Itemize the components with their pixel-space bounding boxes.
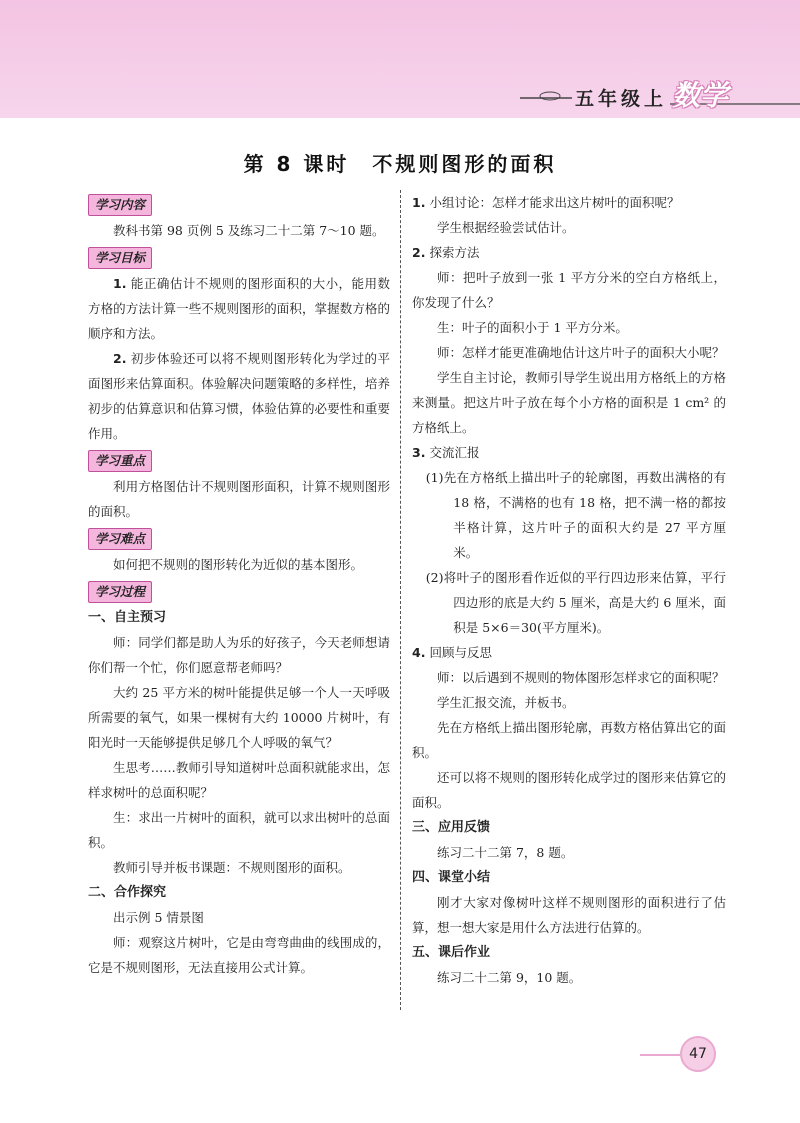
tag-key-point: 学习重点: [88, 450, 152, 472]
goal-1-number: 1.: [113, 276, 127, 291]
page-number-decoration: [640, 1054, 680, 1056]
step-4: [412, 640, 726, 665]
section-2-heading: 二、合作探究: [88, 885, 167, 900]
column-divider: [400, 190, 401, 1010]
paragraph: 还可以将不规则的图形转化成学过的图形来估算它的面积。: [412, 770, 726, 810]
step-3-text: 交流汇报: [429, 445, 480, 460]
paragraph: 师：把叶子放到一张 1 平方分米的空白方格纸上，你发现了什么？: [412, 270, 726, 310]
paragraph: 生思考……教师引导知道树叶总面积就能求出，怎样求树叶的总面积呢？: [88, 760, 390, 800]
paragraph: 刚才大家对像树叶这样不规则图形的面积进行了估算，想一想大家是用什么方法进行估算的。: [412, 895, 726, 935]
section-1-heading: 一、自主预习: [88, 610, 167, 625]
paragraph: 师：怎样才能更准确地估计这片叶子的面积大小呢？: [437, 345, 725, 360]
step-2-number: 2.: [412, 245, 426, 260]
step-3: [412, 440, 726, 465]
paragraph: 生：叶子的面积小于 1 平方分米。: [437, 320, 628, 335]
step-1: [412, 190, 726, 215]
paragraph: 先在方格纸上描出图形轮廓，再数方格估算出它的面积。: [412, 720, 726, 760]
key-text: 利用方格图估计不规则图形面积，计算不规则图形的面积。: [88, 479, 390, 519]
paragraph: 练习二十二第 9，10 题。: [437, 970, 582, 985]
step-4-number: 4.: [412, 645, 426, 660]
step-2: [412, 240, 726, 265]
sub-item-2: (2)将叶子的图形看作近似的平行四边形来估算，平行四边形的底是大约 5 厘米，高是大约 6 厘米，面积是 5×6＝30(平方厘米)。: [425, 570, 726, 635]
paragraph: 师：以后遇到不规则的物体图形怎样求它的面积呢？: [437, 670, 725, 685]
goal-2: [88, 346, 390, 446]
tag-learning-goals: 学习目标: [88, 247, 152, 269]
section-3-heading: 三、应用反馈: [412, 820, 491, 835]
tag-difficult-point: 学习难点: [88, 528, 152, 550]
paragraph: 师：同学们都是助人为乐的好孩子，今天老师想请你们帮一个忙，你们愿意帮老师吗？: [88, 635, 390, 675]
section-4-heading: 四、课堂小结: [412, 870, 491, 885]
left-column: [88, 190, 390, 980]
paragraph: 大约 25 平方米的树叶能提供足够一个人一天呼吸所需要的氧气，如果一棵树有大约 10000 片树叶，有阳光时一天能够提供足够几个人呼吸的氧气？: [88, 685, 390, 750]
goal-2-number: 2.: [113, 351, 127, 366]
paragraph: 练习二十二第 7，8 题。: [437, 845, 574, 860]
paragraph: 学生根据经验尝试估计。: [437, 220, 575, 235]
step-3-number: 3.: [412, 445, 426, 460]
goal-2-text: 初步体验还可以将不规则图形转化为学过的平面图形来估算面积。体验解决问题策略的多样性，培养初步的估算意识和估算习惯，体验估算的必要性和重要作用。: [88, 351, 390, 441]
page-number: 47: [680, 1036, 716, 1072]
goal-1-text: 能正确估计不规则的图形面积的大小，能用数方格的方法计算一些不规则图形的面积，掌握数方格的顺序和方法。: [88, 276, 390, 341]
right-column: [412, 190, 726, 990]
paragraph: 教师引导并板书课题：不规则图形的面积。: [113, 860, 351, 875]
tag-learning-process: 学习过程: [88, 581, 152, 603]
step-1-number: 1.: [412, 195, 426, 210]
paragraph: 生：求出一片树叶的面积，就可以求出树叶的总面积。: [88, 810, 390, 850]
grade-label: 五年级上: [575, 88, 668, 110]
sub-item-1: (1)先在方格纸上描出叶子的轮廓图，再数出满格的有 18 格，不满格的也有 18 格，把不满一格的都按半格计算，这片叶子的面积大约是 27 平方厘米。: [425, 470, 726, 560]
paragraph: 学生汇报交流，并板书。: [437, 695, 575, 710]
lesson-title: 第 8 课时 不规则图形的面积: [243, 152, 557, 176]
paragraph: 师：观察这片树叶，它是由弯弯曲曲的线围成的，它是不规则图形，无法直接用公式计算。: [88, 935, 390, 975]
section-5-heading: 五、课后作业: [412, 945, 491, 960]
step-1-text: 小组讨论：怎样才能求出这片树叶的面积呢？: [429, 195, 680, 210]
content-text: 教科书第 98 页例 5 及练习二十二第 7～10 题。: [113, 223, 385, 238]
goal-1: [88, 271, 390, 346]
paragraph: 出示例 5 情景图: [113, 910, 204, 925]
tag-learning-content: 学习内容: [88, 194, 152, 216]
subject-label: 数学: [672, 79, 729, 112]
difficult-text: 如何把不规则的图形转化为近似的基本图形。: [113, 557, 364, 572]
step-4-text: 回顾与反思: [429, 645, 492, 660]
step-2-text: 探索方法: [429, 245, 480, 260]
paragraph: 学生自主讨论，教师引导学生说出用方格纸上的方格来测量。把这片叶子放在每个小方格的面积是 1 cm² 的方格纸上。: [412, 370, 726, 435]
